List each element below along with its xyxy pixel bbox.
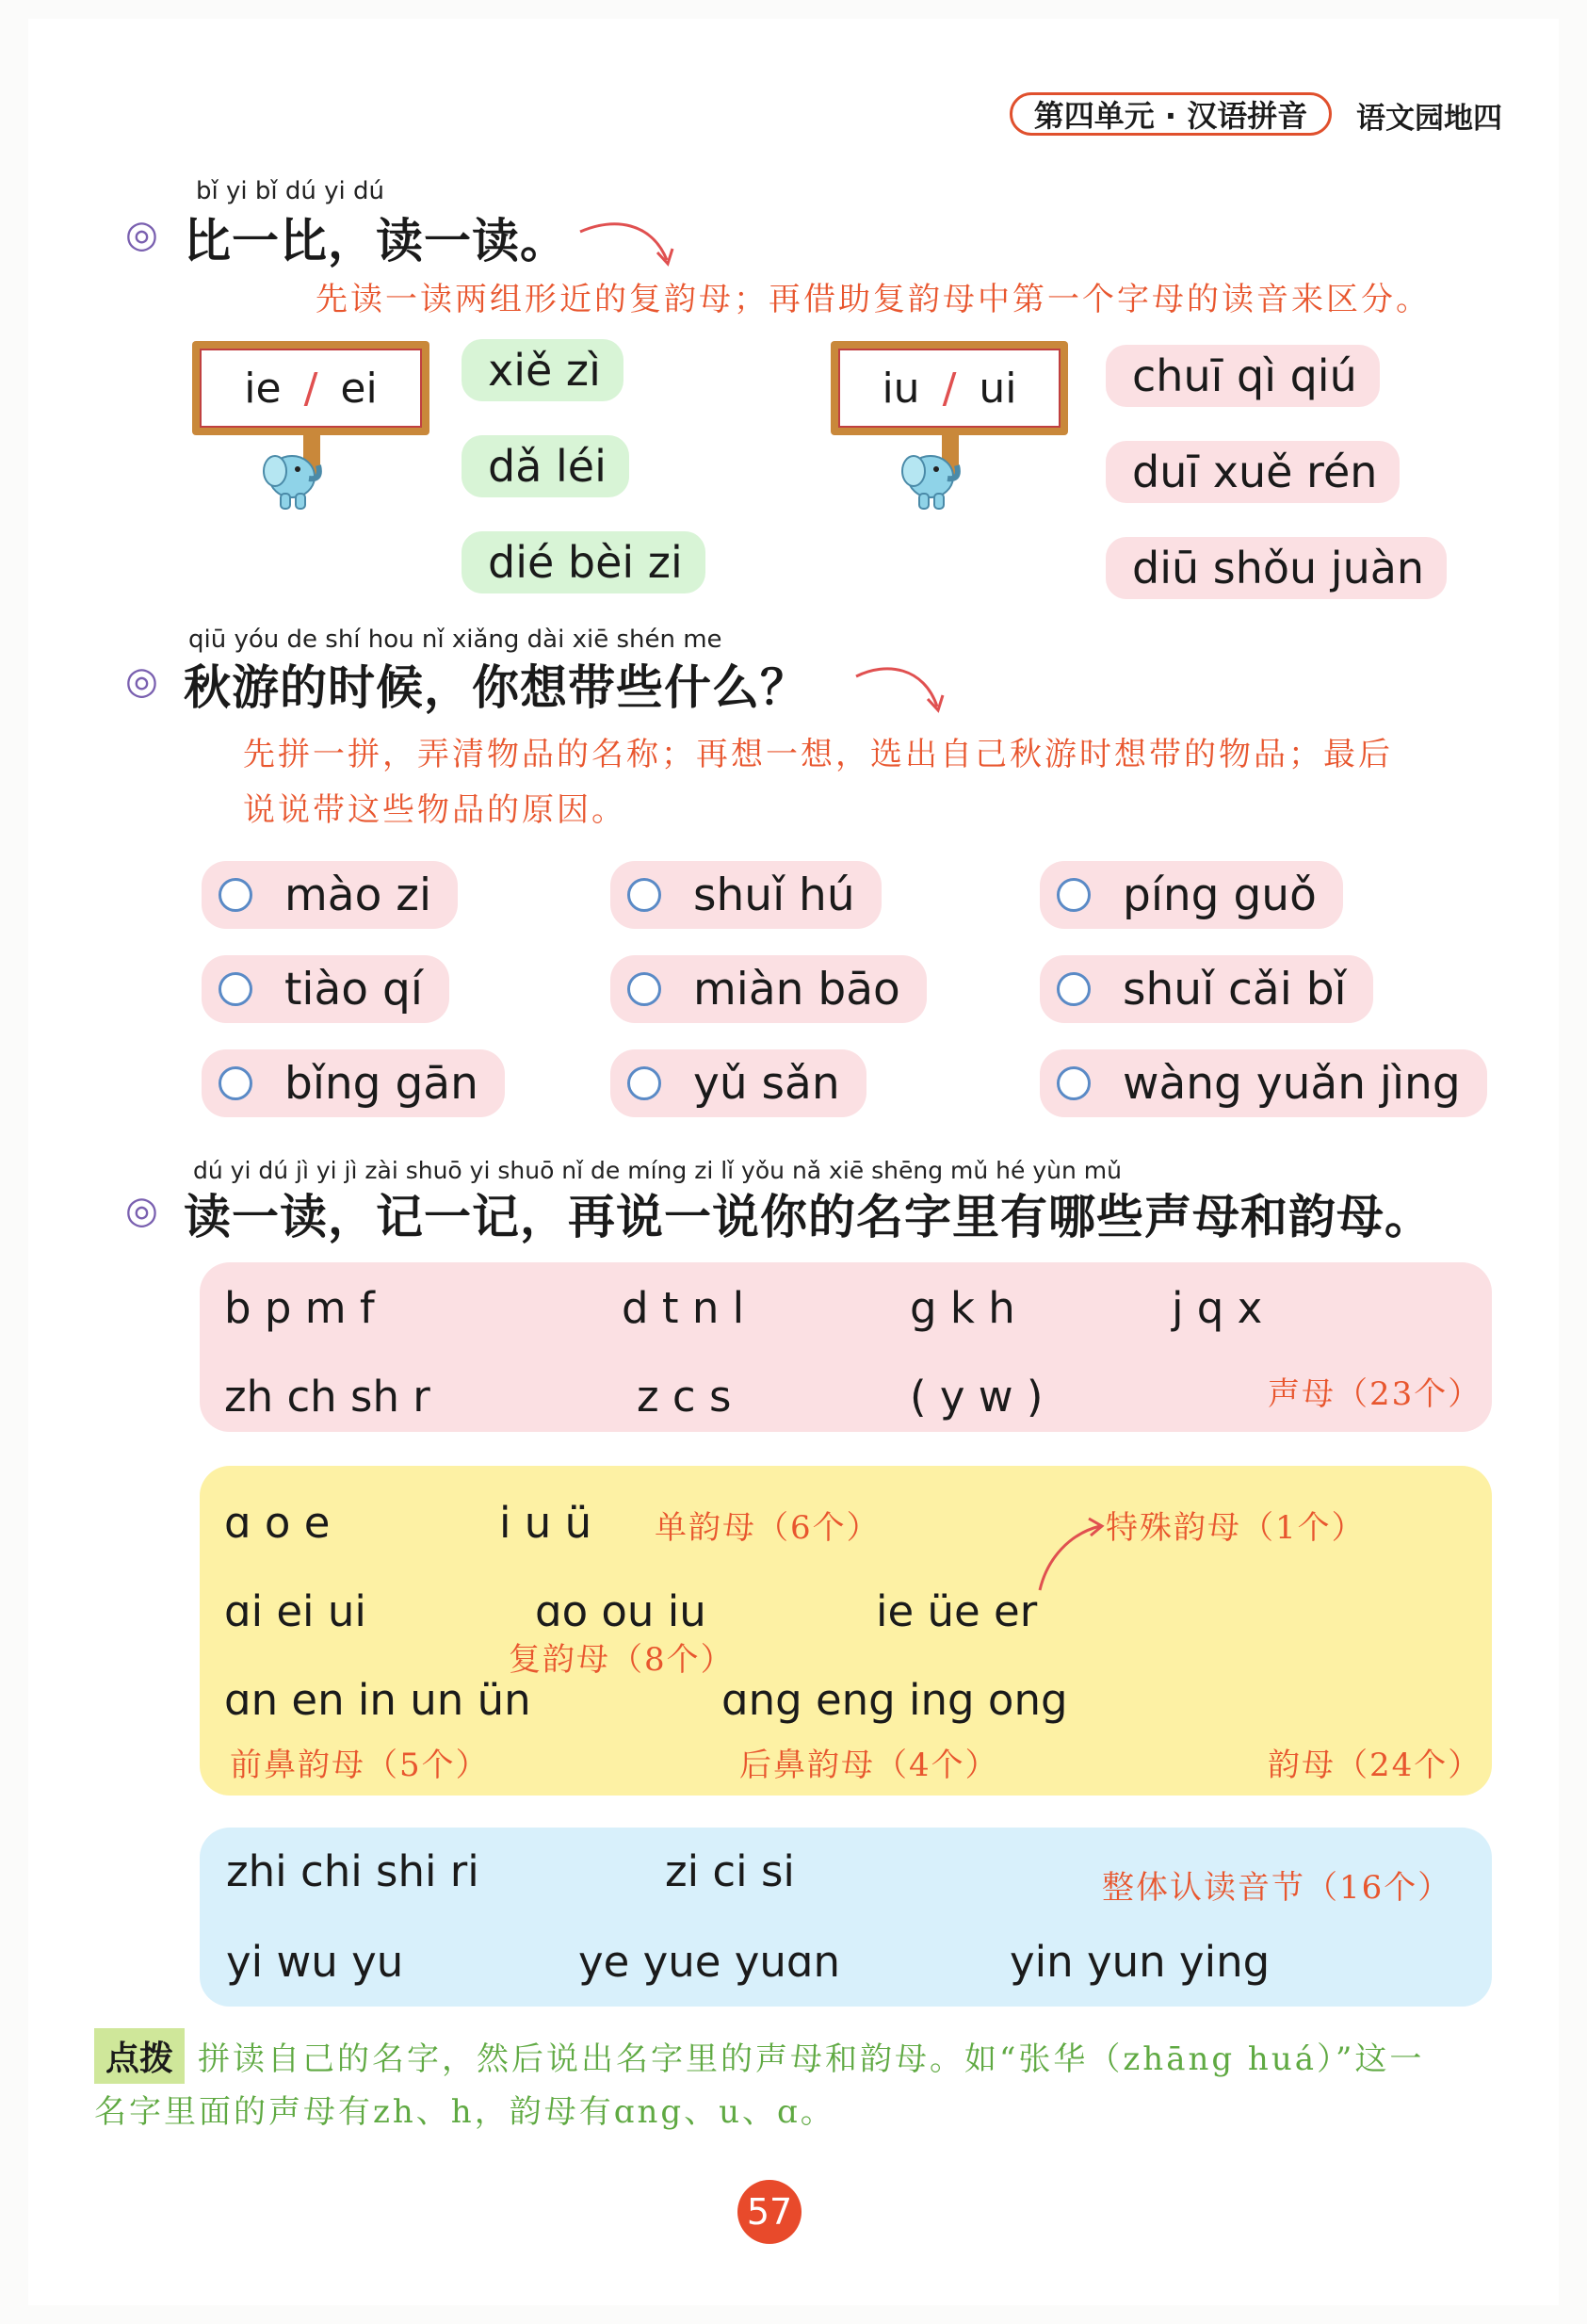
elephant-icon [895, 443, 970, 514]
word-card: duī xuě rén [1106, 441, 1400, 503]
word-card: chuī qì qiú [1106, 345, 1380, 407]
option-item[interactable]: bǐng gān [202, 1049, 505, 1117]
tip-line1: 拼读自己的名字，然后说出名字里的声母和韵母。如“张华（zhāng huá）”这一 [198, 2040, 1425, 2078]
page-number: 57 [737, 2180, 802, 2244]
word-card: dié bèi zi [462, 531, 705, 593]
radio-button[interactable] [1057, 878, 1091, 912]
section3-title: 读一读，记一记，再说一说你的名字里有哪些声母和韵母。 [184, 1189, 1433, 1244]
section2-title: 秋游的时候，你想带些什么？ [184, 659, 808, 715]
sign-board-ie-ei: ie / ei [192, 341, 429, 435]
section1-note: 先读一读两组形近的复韵母；再借助复韵母中第一个字母的读音来区分。 [316, 281, 1431, 318]
curved-arrow-icon [576, 219, 680, 275]
whole-syllables-label: 整体认读音节（16个） [1102, 1869, 1452, 1907]
unit-header-badge: 第四单元 · 汉语拼音 [1010, 92, 1332, 136]
section2-pinyin: qiū yóu de shí hou nǐ xiǎng dài xiē shén me [188, 626, 722, 654]
finals-group: ɑn en in un ün [224, 1675, 531, 1725]
finals-group: ɑ o e [224, 1498, 331, 1548]
option-item[interactable]: mào zi [202, 861, 458, 929]
radio-button[interactable] [627, 878, 661, 912]
word-card: diū shǒu juàn [1106, 537, 1447, 599]
bullet-icon: ◎ [125, 1189, 158, 1232]
option-item[interactable]: tiào qí [202, 955, 449, 1023]
syllables-group: zhi chi shi ri [226, 1846, 479, 1896]
tip-line2: 名字里面的声母有zh、h，韵母有ɑng、u、ɑ。 [94, 2093, 835, 2131]
initials-group: d t n l [622, 1283, 745, 1333]
section1-title: 比一比，读一读。 [184, 213, 568, 268]
back-nasal-finals-label: 后鼻韵母（4个） [739, 1747, 999, 1784]
radio-button[interactable] [219, 1066, 252, 1100]
option-item[interactable]: píng guǒ [1040, 861, 1343, 929]
radio-button[interactable] [627, 1066, 661, 1100]
radio-button[interactable] [1057, 1066, 1091, 1100]
radio-button[interactable] [627, 972, 661, 1006]
radio-button[interactable] [219, 972, 252, 1006]
initials-count-label: 声母（23个） [1268, 1375, 1482, 1413]
finals-group: ɑi ei ui [224, 1586, 366, 1636]
word-card: dǎ léi [462, 435, 629, 497]
sign-board-iu-ui: iu / ui [831, 341, 1068, 435]
word-card: xiě zì [462, 339, 623, 401]
option-item[interactable]: shuǐ cǎi bǐ [1040, 955, 1373, 1023]
syllables-group: yin yun ying [1010, 1937, 1271, 1987]
option-item[interactable]: yǔ sǎn [610, 1049, 866, 1117]
initials-group: g k h [910, 1283, 1015, 1333]
syllables-group: ye yue yuɑn [578, 1937, 840, 1987]
single-finals-label: 单韵母（6个） [655, 1509, 881, 1547]
radio-button[interactable] [219, 878, 252, 912]
syllables-group: zi ci si [665, 1846, 795, 1896]
section-header: 语文园地四 [1356, 102, 1502, 136]
section2-note-line1: 先拼一拼，弄清物品的名称；再想一想，选出自己秋游时想带的物品；最后 [243, 736, 1393, 773]
radio-button[interactable] [1057, 972, 1091, 1006]
pointer-arrow-icon [1032, 1511, 1108, 1596]
section1-pinyin: bǐ yi bǐ dú yi dú [196, 177, 384, 205]
curved-arrow-icon [852, 663, 947, 723]
tip-label: 点拨 [94, 2028, 185, 2084]
syllables-group: yi wu yu [226, 1937, 404, 1987]
compound-finals-label: 复韵母（8个） [509, 1641, 735, 1679]
elephant-icon [256, 443, 332, 514]
finals-group: ɑo ou iu [535, 1586, 706, 1636]
option-item[interactable]: wàng yuǎn jìng [1040, 1049, 1487, 1117]
option-item[interactable]: miàn bāo [610, 955, 927, 1023]
bullet-icon: ◎ [125, 659, 158, 703]
initials-group: z c s [637, 1372, 732, 1422]
finals-group: ɑng eng ing ong [721, 1675, 1068, 1725]
option-item[interactable]: shuǐ hú [610, 861, 882, 929]
front-nasal-finals-label: 前鼻韵母（5个） [230, 1747, 490, 1784]
bullet-icon: ◎ [125, 213, 158, 256]
initials-group: j q x [1172, 1283, 1263, 1333]
initials-group: ( y w ) [910, 1372, 1044, 1422]
finals-count-label: 韵母（24个） [1268, 1747, 1482, 1784]
special-final-label: 特殊韵母（1个） [1106, 1509, 1366, 1547]
finals-group: i u ü [499, 1498, 592, 1548]
section3-pinyin: dú yi dú jì yi jì zài shuō yi shuō nǐ de míng zi lǐ yǒu nǎ xiē shēng mǔ hé yùn mǔ [193, 1157, 1122, 1184]
initials-group: zh ch sh r [224, 1372, 430, 1422]
initials-group: b p m f [224, 1283, 375, 1333]
section2-note-line2: 说说带这些物品的原因。 [243, 791, 626, 829]
finals-group: ie üe er [876, 1586, 1038, 1636]
